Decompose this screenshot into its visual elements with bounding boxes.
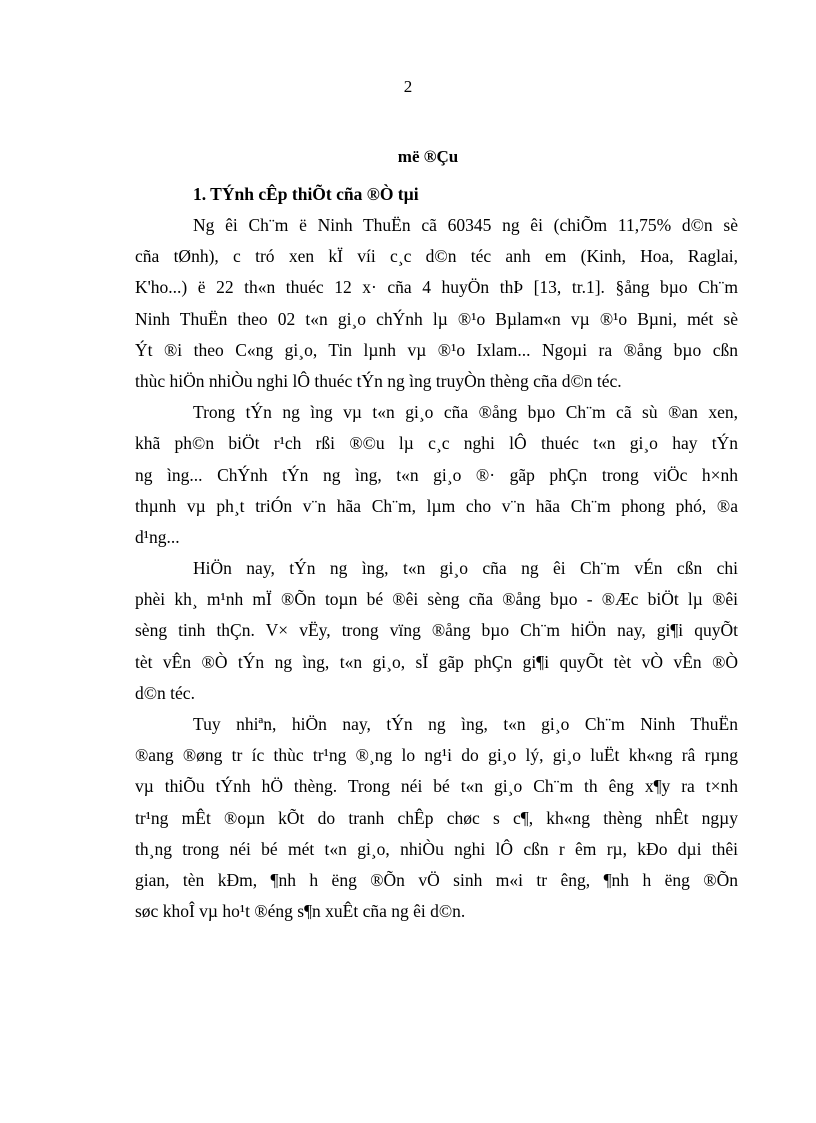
- paragraph-line: thµnh vµ ph¸t triÓn v¨n hãa Ch¨m, lµm cho v¨n hãa Ch¨m phong phó, ®a: [135, 495, 738, 516]
- paragraph-line: tèt vÊn ®Ò tÝn ng ìng, t«n gi¸o, sÏ gãp phÇn gi¶i quyÕt tèt vÒ vÊn ®Ò: [135, 651, 738, 672]
- paragraph-line: d©n téc.: [135, 682, 195, 703]
- paragraph-line: Ninh ThuËn theo 02 t«n gi¸o chÝnh lµ ®¹o Bµlam«n vµ ®¹o Bµni, mét sè: [135, 308, 738, 329]
- paragraph-line: d¹ng...: [135, 526, 180, 547]
- paragraph-line: thùc hiÖn nhiÒu nghi lÔ thuéc tÝn ng ìng truyÒn thèng cña d©n téc.: [135, 370, 622, 391]
- chapter-title: më ®Çu: [397, 147, 459, 166]
- paragraph-line: K'ho...) ë 22 th«n thuéc 12 x· cña 4 huyÖn thÞ [13, tr.1]. §ång bµo Ch¨m: [135, 277, 738, 298]
- page-number: 2: [403, 77, 413, 96]
- paragraph-line: cña tØnh), c tró xen kÏ víi c¸c d©n téc anh em (Kinh, Hoa, Raglai,: [135, 246, 738, 267]
- paragraph-line: vµ thiÕu tÝnh hÖ thèng. Trong néi bé t«n gi¸o Ch¨m th êng x¶y ra t×nh: [135, 776, 738, 797]
- paragraph-line: ®ang ®øng tr íc thùc tr¹ng ®¸ng lo ng¹i do gi¸o lý, gi¸o luËt kh«ng râ rµng: [135, 745, 738, 766]
- paragraph-2: [135, 397, 738, 553]
- paragraph-line: phèi kh¸ m¹nh mÏ ®Õn toµn bé ®êi sèng cña ®ång bµo - ®Æc biÖt lµ ®êi: [135, 589, 738, 610]
- paragraph-line: tr¹ng mÊt ®oµn kÕt do tranh chÊp chøc s c¶, kh«ng thèng nhÊt ngµy: [135, 807, 738, 828]
- paragraph-line: khã ph©n biÖt r¹ch rßi ®©u lµ c¸c nghi lÔ thuéc t«n gi¸o hay tÝn: [135, 433, 738, 454]
- paragraph-1: [135, 210, 738, 397]
- paragraph-4: [135, 709, 738, 927]
- paragraph-line: Ng êi Ch¨m ë Ninh ThuËn cã 60345 ng êi (chiÕm 11,75% d©n sè: [193, 215, 738, 235]
- paragraph-line: th¸ng trong néi bé mét t«n gi¸o, nhiÒu nghi lÔ cßn r êm rµ, kÐo dµi thêi: [135, 838, 738, 859]
- section-heading: 1. TÝnh cÊp thiÕt cña ®Ò tµi: [193, 184, 419, 204]
- paragraph-line: ng ìng... ChÝnh tÝn ng ìng, t«n gi¸o ®· gãp phÇn trong viÖc h×nh: [135, 464, 738, 485]
- paragraph-line: sèng tinh thÇn. V× vËy, trong vïng ®ång bµo Ch¨m hiÖn nay, gi¶i quyÕt: [135, 620, 738, 641]
- paragraph-line: Tuy nhiªn, hiÖn nay, tÝn ng ìng, t«n gi¸o Ch¨m Ninh ThuËn: [193, 714, 738, 734]
- document-body: [135, 179, 738, 927]
- paragraph-line: Trong tÝn ng ìng vµ t«n gi¸o cña ®ång bµo Ch¨m cã sù ®an xen,: [193, 402, 738, 423]
- paragraph-3: [135, 553, 738, 709]
- paragraph-line: søc khoÎ vµ ho¹t ®éng s¶n xuÊt cña ng êi d©n.: [135, 901, 466, 922]
- paragraph-line: Ýt ®i theo C«ng gi¸o, Tin lµnh vµ ®¹o Ixlam... Ngoµi ra ®ång bµo cßn: [135, 339, 738, 360]
- paragraph-line: gian, tèn kÐm, ¶nh h ëng ®Õn vÖ sinh m«i tr êng, ¶nh h ëng ®Õn: [135, 869, 738, 890]
- paragraph-line: HiÖn nay, tÝn ng ìng, t«n gi¸o cña ng êi Ch¨m vÉn cßn chi: [193, 558, 738, 579]
